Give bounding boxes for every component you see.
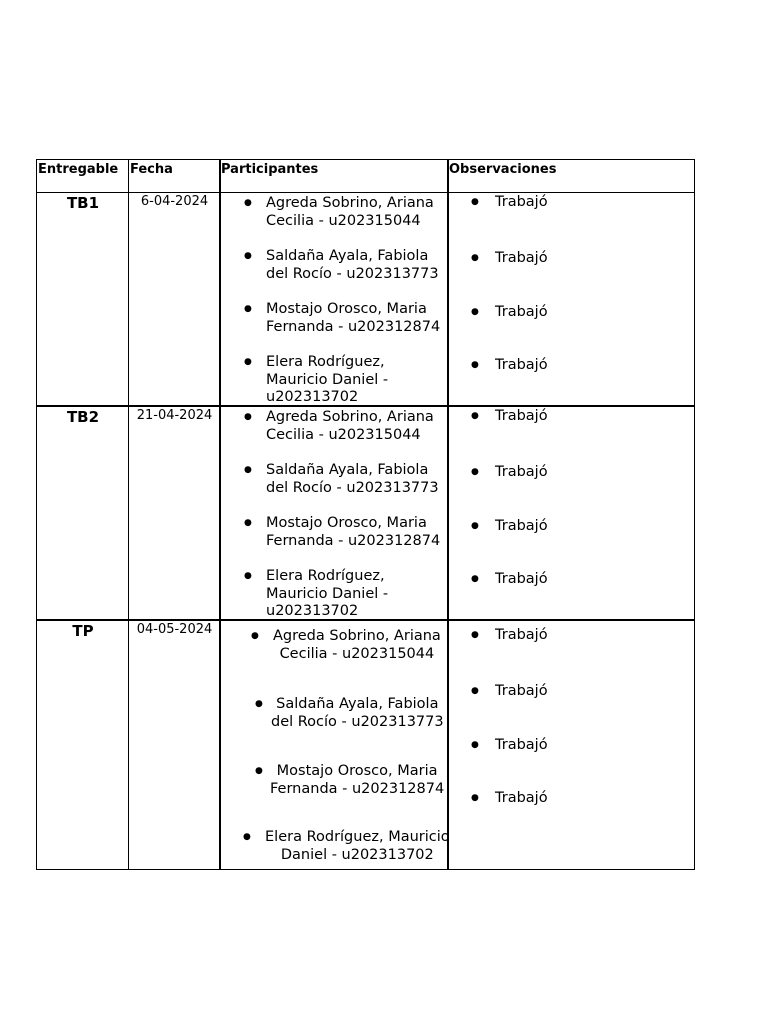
bullet-icon: ● <box>244 198 252 208</box>
participant-line: Mostajo Orosco, Maria <box>276 763 438 779</box>
participant-line: Cecilia - u202315044 <box>266 212 421 229</box>
bullet-icon: ● <box>244 571 252 581</box>
fecha-cell: 21-04-2024 <box>136 408 213 423</box>
column-divider <box>219 160 221 869</box>
bullet-icon: ● <box>244 304 252 314</box>
participant-item <box>266 354 388 407</box>
participant-line: Mostajo Orosco, Maria <box>266 301 427 317</box>
observacion-item: Trabajó <box>495 250 548 266</box>
observacion-item: Trabajó <box>495 627 548 643</box>
entregable-cell: TB1 <box>66 194 100 212</box>
participant-line: Mostajo Orosco, Maria <box>266 515 427 531</box>
bullet-icon: ● <box>471 307 479 317</box>
bullet-icon: ● <box>471 411 479 421</box>
participant-item <box>266 515 440 550</box>
observacion-item: Trabajó <box>495 683 548 699</box>
bullet-icon: ● <box>471 360 479 370</box>
bullet-icon: ● <box>255 699 263 709</box>
bullet-icon: ● <box>471 253 479 263</box>
deliverables-table <box>36 159 695 870</box>
participant-line: Mauricio Daniel - <box>266 371 389 388</box>
participant-line: del Rocío - u202313773 <box>271 713 444 730</box>
participant-line: Fernanda - u202312874 <box>266 318 441 335</box>
bullet-icon: ● <box>471 630 479 640</box>
participant-line: Elera Rodríguez, <box>266 354 385 370</box>
bullet-icon: ● <box>471 686 479 696</box>
bullet-icon: ● <box>244 251 252 261</box>
bullet-icon: ● <box>471 740 479 750</box>
participant-line: Cecilia - u202315044 <box>279 645 435 662</box>
observacion-item: Trabajó <box>495 790 548 806</box>
bullet-icon: ● <box>244 465 252 475</box>
participant-item <box>265 829 450 864</box>
observacion-item: Trabajó <box>495 194 548 210</box>
column-divider <box>447 160 449 869</box>
bullet-icon: ● <box>244 357 252 367</box>
bullet-icon: ● <box>244 518 252 528</box>
observacion-item: Trabajó <box>495 518 548 534</box>
participant-item <box>273 628 441 663</box>
participant-item <box>266 301 440 336</box>
participant-line: Fernanda - u202312874 <box>270 780 445 797</box>
entregable-cell: TP <box>72 622 94 640</box>
participant-line: Elera Rodríguez, <box>266 568 385 584</box>
participant-item <box>266 248 439 283</box>
fecha-cell: 04-05-2024 <box>136 622 213 637</box>
participant-item <box>270 763 444 798</box>
bullet-icon: ● <box>243 832 251 842</box>
participant-line: Saldaña Ayala, Fabiola <box>276 696 439 712</box>
header-participantes: Participantes <box>221 162 319 177</box>
bullet-icon: ● <box>471 197 479 207</box>
bullet-icon: ● <box>471 521 479 531</box>
participant-line: Cecilia - u202315044 <box>266 426 421 443</box>
participant-line: Mauricio Daniel - <box>266 585 389 602</box>
participant-line: Agreda Sobrino, Ariana <box>273 628 441 644</box>
observacion-item: Trabajó <box>495 408 548 424</box>
observacion-item: Trabajó <box>495 571 548 587</box>
participant-item <box>271 696 444 731</box>
bullet-icon: ● <box>471 793 479 803</box>
column-divider <box>128 160 129 869</box>
participant-line: Agreda Sobrino, Ariana <box>266 409 434 425</box>
observacion-item: Trabajó <box>495 304 548 320</box>
observacion-item: Trabajó <box>495 357 548 373</box>
participant-line: Agreda Sobrino, Ariana <box>266 195 434 211</box>
participant-line: u202313702 <box>266 603 359 619</box>
participant-line: Saldaña Ayala, Fabiola <box>266 248 429 264</box>
header-entregable: Entregable <box>38 162 119 177</box>
participant-item <box>266 568 388 621</box>
bullet-icon: ● <box>251 631 259 641</box>
bullet-icon: ● <box>244 412 252 422</box>
observacion-item: Trabajó <box>495 464 548 480</box>
fecha-cell: 6-04-2024 <box>140 194 209 209</box>
participant-item <box>266 195 434 230</box>
participant-line: Daniel - u202313702 <box>280 846 434 863</box>
participant-line: u202313702 <box>266 389 359 405</box>
bullet-icon: ● <box>471 467 479 477</box>
participant-line: Fernanda - u202312874 <box>266 532 441 549</box>
header-fecha: Fecha <box>130 162 173 177</box>
participant-line: Elera Rodríguez, Mauricio <box>265 829 450 845</box>
entregable-cell: TB2 <box>66 408 100 426</box>
header-observaciones: Observaciones <box>449 162 557 177</box>
participant-line: del Rocío - u202313773 <box>266 479 439 496</box>
observacion-item: Trabajó <box>495 737 548 753</box>
participant-line: del Rocío - u202313773 <box>266 265 439 282</box>
participant-item <box>266 462 439 497</box>
bullet-icon: ● <box>255 766 263 776</box>
participant-item <box>266 409 434 444</box>
participant-line: Saldaña Ayala, Fabiola <box>266 462 429 478</box>
bullet-icon: ● <box>471 574 479 584</box>
header-divider <box>37 192 694 193</box>
